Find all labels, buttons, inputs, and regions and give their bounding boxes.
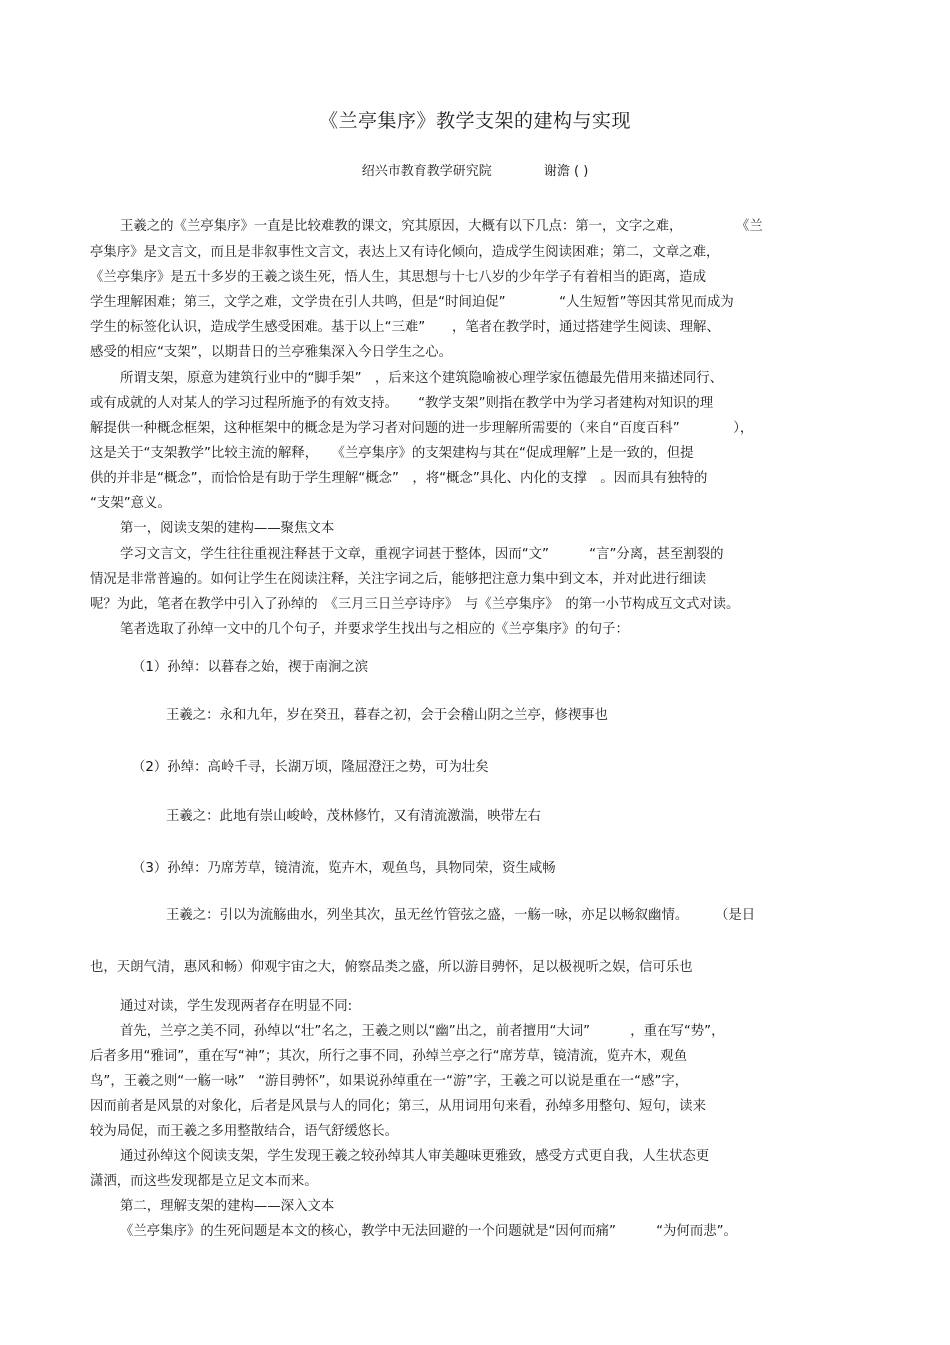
paragraph-line: 情况是非常普遍的。如何让学生在阅读注释，关注字词之后，能够把注意力集中到文本，并对此进行细读 xyxy=(90,572,706,587)
quote-wang-2: 王羲之：此地有崇山峻岭，茂林修竹，又有清流激湍，映带左右 xyxy=(166,809,541,824)
paragraph-line: 感受的相应“支架”，以期昔日的兰亭雅集深入今日学生之心。 xyxy=(90,345,453,360)
quote-sun-1: （1）孙绰：以暮春之始，禊于南涧之滨 xyxy=(132,660,369,675)
author-name: 谢澹 ( ) xyxy=(543,164,589,179)
paragraph-line: 《兰亭集序》的生死问题是本文的核心，教学中无法回避的一个问题就是“因何而痛” “为何而悲”。 xyxy=(120,1224,737,1239)
paragraph-line: 因而前者是风景的对象化，后者是风景与人的同化；第三，从用词用句来看，孙绰多用整句、短句，读来 xyxy=(90,1099,706,1114)
paragraph-line: 这是关于“支架教学”比较主流的解释， 《兰亭集序》的支架建构与其在“促成理解”上是一致的，但提 xyxy=(90,446,694,461)
paragraph-line: 也，天朗气清，惠风和畅）仰观宇宙之大，俯察品类之盛，所以游目骋怀，足以极视听之娱，信可乐也 xyxy=(90,960,693,975)
paragraph-line: 学习文言文，学生往往重视注释甚于文章，重视字词甚于整体，因而“文” “言”分离，甚至割裂的 xyxy=(120,547,724,562)
paragraph-line: 潇洒，而这些发现都是立足文本而来。 xyxy=(90,1174,318,1189)
paragraph-line: 学生理解困难；第三，文学之难，文学贵在引人共鸣，但是“时间迫促” “人生短暂”等因其常见而成为 xyxy=(90,295,734,310)
paragraph-line: 学生的标签化认识，造成学生感受困难。基于以上“三难” ，笔者在教学时，通过搭建学生阅读、理解、 xyxy=(90,320,720,335)
article-title: 《兰亭集序》教学支架的建构与实现 xyxy=(318,110,631,132)
paragraph-line: 或有成就的人对某人的学习过程所施予的有效支持。 “教学支架”则指在教学中为学习者建构对知识的理 xyxy=(90,396,714,411)
paragraph-line: 后者多用“雅词”，重在写“神”；其次，所行之事不同，孙绰兰亭之行“席芳草，镜清流，览卉木，观鱼 xyxy=(90,1049,688,1064)
quote-sun-3: （3）孙绰：乃席芳草，镜清流，览卉木，观鱼鸟，具物同荣，资生咸畅 xyxy=(132,861,556,876)
paragraph-line: 笔者选取了孙绰一文中的几个句子，并要求学生找出与之相应的《兰亭集序》的句子： xyxy=(120,622,629,637)
paragraph-line: 通过孙绰这个阅读支架，学生发现王羲之较孙绰其人审美趣味更雅致，感受方式更自我，人生状态更 xyxy=(120,1149,710,1164)
byline xyxy=(0,160,950,179)
paragraph-line: 亭集序》是文言文，而且是非叙事性文言文，表达上又有诗化倾向，造成学生阅读困难；第二，文章之难， xyxy=(90,245,720,260)
quote-wang-3: 王羲之：引以为流觞曲水，列坐其次，虽无丝竹管弦之盛，一觞一咏，亦足以畅叙幽情。 （是日 xyxy=(166,908,756,923)
paragraph-line: 首先，兰亭之美不同，孙绰以“壮”名之，王羲之则以“幽”出之，前者擅用“大词” ，重在写“势”， xyxy=(120,1024,725,1039)
quote-wang-1: 王羲之：永和九年，岁在癸丑，暮春之初，会于会稽山阴之兰亭，修禊事也 xyxy=(166,708,608,723)
section-heading: 第二，理解支架的建构——深入文本 xyxy=(120,1199,335,1214)
paragraph-line: “支架”意义。 xyxy=(90,496,171,511)
paragraph-line: 王羲之的《兰亭集序》一直是比较难教的课文，究其原因，大概有以下几点：第一，文字之难， 《兰 xyxy=(120,219,763,234)
paragraph-line: 较为局促，而王羲之多用整散结合，语气舒缓悠长。 xyxy=(90,1124,398,1139)
paragraph-line: 通过对读，学生发现两者存在明显不同: xyxy=(120,999,353,1014)
author-affiliation: 绍兴市教育教学研究院 xyxy=(361,164,492,179)
quote-sun-2: （2）孙绰：高岭千寻，长湖万顷，隆屈澄汪之势，可为壮矣 xyxy=(132,760,489,775)
paragraph-line: 《兰亭集序》是五十多岁的王羲之谈生死，悟人生，其思想与十七八岁的少年学子有着相当的距离，造成 xyxy=(90,270,706,285)
paragraph-line: 解提供一种概念框架，这种框架中的概念是为学习者对问题的进一步理解所需要的（来自“百度百科” ）， xyxy=(90,421,754,436)
paragraph-line: 供的并非是“概念”，而恰恰是有助于学生理解“概念” ，将“概念”具化、内化的支撑 。因而具有独特的 xyxy=(90,471,708,486)
paragraph-line: 鸟”，王羲之则“一觞一咏” “游目骋怀”，如果说孙绰重在一“游”字，王羲之可以说是重在一“感”字， xyxy=(90,1074,689,1089)
paragraph-line: 所谓支架，原意为建筑行业中的“脚手架” ，后来这个建筑隐喻被心理学家伍德最先借用来描述同行、 xyxy=(120,371,724,386)
section-heading: 第一，阅读支架的建构——聚焦文本 xyxy=(120,521,335,536)
paragraph-line: 呢？为此，笔者在教学中引入了孙绰的 《三月三日兰亭诗序》 与《兰亭集序》 的第一小节构成互文式对读。 xyxy=(90,597,740,612)
